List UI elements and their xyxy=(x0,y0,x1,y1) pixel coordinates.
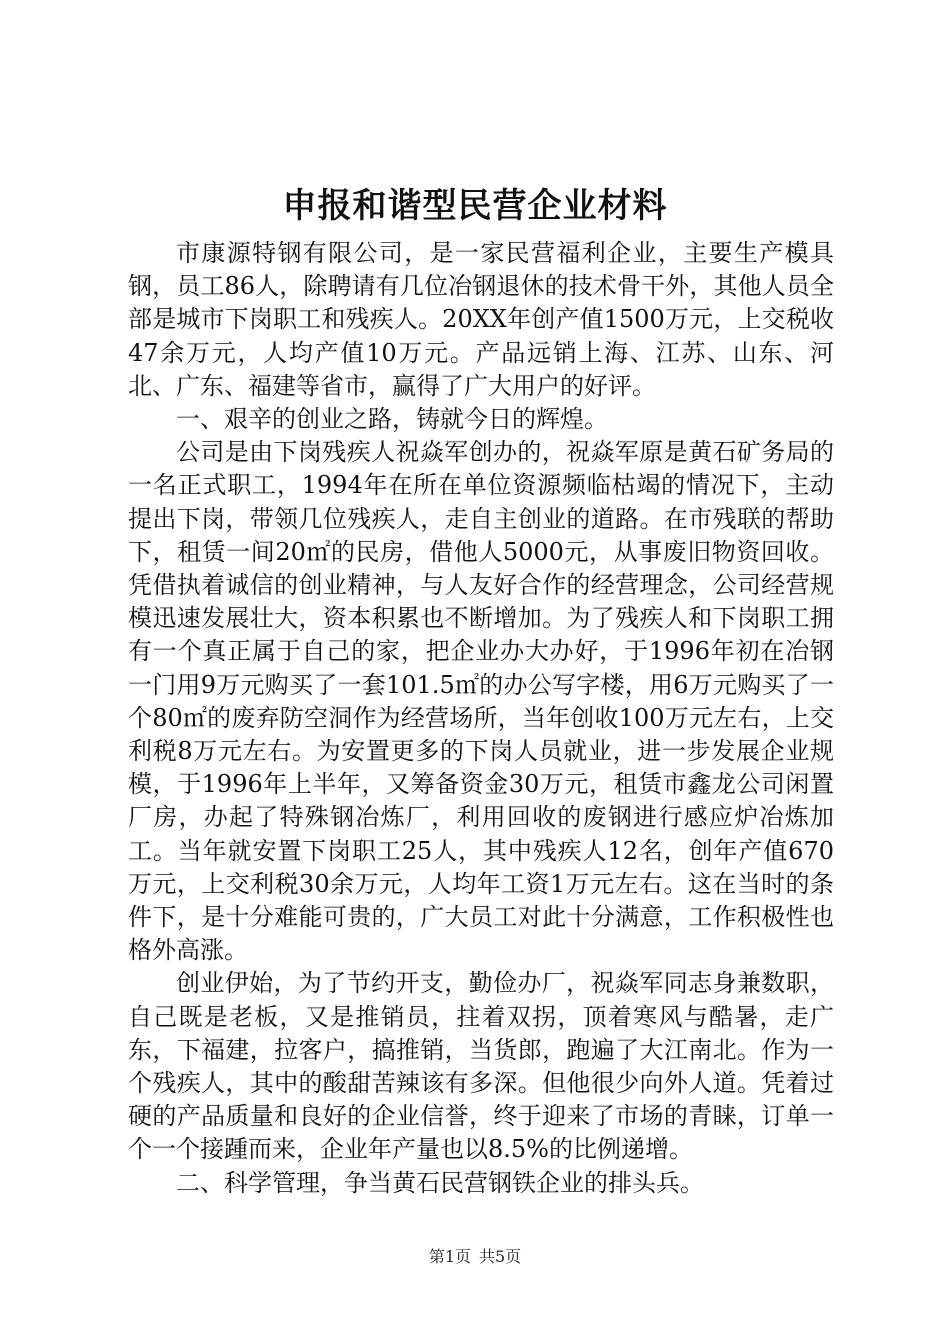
paragraph-intro: 市康源特钢有限公司，是一家民营福利企业，主要生产模具钢，员工86人，除聘请有几位冶钢退休的技术骨干外，其他人员全部是城市下岗职工和残疾人。20XX年创产值1500万元，上交税收47余万元，人均产值10万元。产品远销上海、江苏、山东、河北、广东、福建等省市，赢得了广大用户的好评。 xyxy=(128,239,834,400)
document-title: 申报和谐型民营企业材料 xyxy=(282,186,668,226)
document-body xyxy=(128,237,834,1200)
paragraph-founder: 创业伊始，为了节约开支，勤俭办厂，祝焱军同志身兼数职，自己既是老板，又是推销员，拄着双拐，顶着寒风与酷暑，走广东，下福建，拉客户，搞推销，当货郎，跑遍了大江南北。作为一个残疾人，其中的酸甜苦辣该有多深。但他很少向外人道。凭着过硬的产品质量和良好的企业信誉，终于迎来了市场的青睐，订单一个一个接踵而来，企业年产量也以8.5%的比例递增。 xyxy=(128,969,834,1164)
section-heading-1: 一、艰辛的创业之路，铸就今日的辉煌。 xyxy=(176,405,608,434)
page-total: 共5页 xyxy=(479,1247,522,1266)
page-number: 第1页 xyxy=(428,1247,471,1266)
page-footer xyxy=(0,1246,950,1268)
paragraph-history: 公司是由下岗残疾人祝焱军创办的，祝焱军原是黄石矿务局的一名正式职工，1994年在所在单位资源频临枯竭的情况下，主动提出下岗，带领几位残疾人，走自主创业的道路。在市残联的帮助下，租赁一间20㎡的民房，借他人5000元，从事废旧物资回收。凭借执着诚信的创业精神，与人友好合作的经营理念，公司经营规模迅速发展壮大，资本积累也不断增加。为了残疾人和下岗职工拥有一个真正属于自己的家，把企业办大办好，于1996年初在冶钢一门用9万元购买了一套101.5㎡的办公写字楼，用6万元购买了一个80㎡的废弃防空洞作为经营场所，当年创收100万元左右，上交利税8万元左右。为安置更多的下岗人员就业，进一步发展企业规模，于1996年上半年，又筹备资金30万元，租赁市鑫龙公司闲置厂房，办起了特殊钢冶炼厂，利用回收的废钢进行感应炉冶炼加工。当年就安置下岗职工25人，其中残疾人12名，创年产值670万元，上交利税30余万元，人均年工资1万元左右。这在当时的条件下，是十分难能可贵的，广大员工对此十分满意，工作积极性也格外高涨。 xyxy=(128,438,834,965)
section-heading-2: 二、科学管理，争当黄石民营钢铁企业的排头兵。 xyxy=(176,1168,704,1197)
